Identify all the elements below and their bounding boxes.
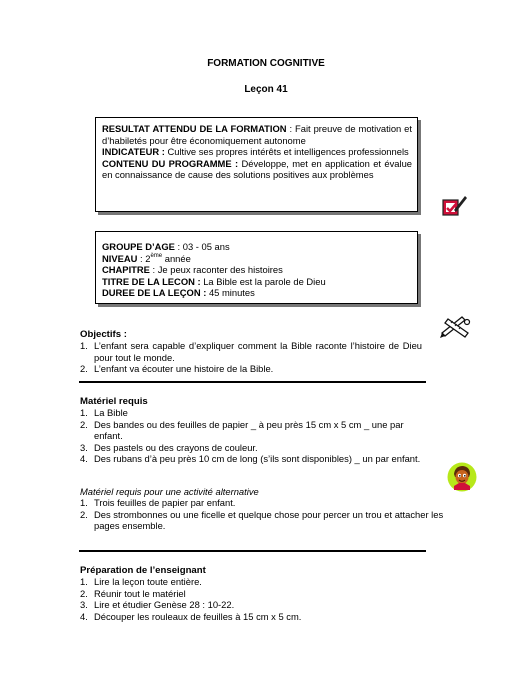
preparation-section	[80, 565, 430, 622]
resultat-line	[102, 123, 412, 146]
list-item	[80, 588, 430, 600]
groupe-line	[102, 241, 412, 253]
list-text: Des bandes ou des feuilles de papier _ à peu près 15 cm x 5 cm _ une par enfant.	[94, 418, 404, 442]
chapitre-text: : Je peux raconter des histoires	[149, 264, 283, 275]
pencil-ruler-icon	[440, 313, 472, 339]
list-item	[80, 509, 446, 532]
lesson-number: Leçon 41	[244, 84, 288, 95]
list-number: 1.	[80, 497, 88, 508]
list-text: Des rubans d’à peu près 10 cm de long (s’ils sont disponibles) _ un par enfant.	[94, 453, 421, 465]
materiel-section	[80, 396, 430, 465]
list-text: L’enfant sera capable d’expliquer comment la Bible raconte l’histoire de Dieu pour tout le monde.	[94, 340, 422, 363]
list-number: 4.	[80, 610, 88, 622]
niveau-label: NIVEAU	[102, 252, 138, 264]
alt-materiel-title: Matériel requis pour une activité alternative	[80, 486, 259, 497]
list-number: 2.	[80, 418, 88, 430]
niveau-line	[102, 253, 412, 265]
list-item	[80, 442, 430, 454]
list-number: 1.	[80, 576, 88, 587]
materiel-list	[80, 407, 430, 465]
list-text: Des strombonnes ou une ficelle et quelque chose pour percer un trou et attacher les pages ensemble.	[94, 508, 444, 532]
resultat-label: RESULTAT ATTENDU DE LA FORMATION	[102, 123, 287, 134]
list-text: Lire et étudier Genèse 28 : 10-22.	[94, 599, 235, 611]
list-item	[80, 340, 422, 363]
contenu-label: CONTENU DU PROGRAMME :	[102, 157, 239, 169]
list-item	[80, 419, 430, 442]
list-text: L’enfant va écouter une histoire de la Bible.	[94, 363, 274, 375]
contenu-text: Développe, met en application et évalue en connaissance de cause des solutions positives aux problèmes	[102, 157, 412, 180]
lesson-info-box	[95, 231, 418, 304]
list-text: Réunir tout le matériel	[94, 587, 186, 599]
alt-materiel-list	[80, 497, 446, 532]
list-number: 3.	[80, 441, 88, 453]
formation-box	[95, 117, 418, 212]
list-number: 2.	[80, 508, 88, 520]
materiel-title: Matériel requis	[80, 396, 148, 407]
list-number: 1.	[80, 340, 88, 351]
groupe-label: GROUPE D’AGE	[102, 241, 175, 252]
section-divider	[79, 381, 426, 383]
titre-line	[102, 276, 412, 288]
list-text: Découper les rouleaux de feuilles à 15 cm x 5 cm.	[94, 610, 302, 622]
duree-label: DUREE DE LA LEÇON :	[102, 287, 207, 298]
list-text: Lire la leçon toute entière.	[94, 576, 202, 587]
titre-text: La Bible est la parole de Dieu	[200, 275, 326, 287]
niveau-sup: ème	[150, 252, 163, 259]
objectifs-list	[80, 340, 422, 375]
list-text: La Bible	[94, 407, 128, 418]
indicateur-text: Cultive ses propres intérêts et intelligences professionnels	[164, 146, 409, 157]
section-divider	[79, 550, 426, 552]
list-item	[80, 497, 446, 509]
duree-line	[102, 287, 412, 299]
list-item	[80, 407, 430, 419]
list-item	[80, 363, 422, 375]
titre-label: TITRE DE LA LECON :	[102, 275, 201, 287]
contenu-line	[102, 158, 412, 181]
list-number: 2.	[80, 363, 88, 375]
niveau-text-pre: : 2	[137, 252, 151, 264]
list-number: 4.	[80, 453, 88, 465]
list-item	[80, 576, 430, 588]
checkbox-pen-icon	[441, 193, 469, 219]
groupe-text: : 03 - 05 ans	[174, 241, 230, 252]
indicateur-line	[102, 146, 412, 158]
chapitre-line	[102, 264, 412, 276]
child-face-icon	[447, 462, 477, 492]
indicateur-label: INDICATEUR :	[102, 146, 165, 157]
niveau-text-post: année	[162, 252, 191, 264]
list-item	[80, 611, 430, 623]
preparation-title: Préparation de l’enseignant	[80, 565, 206, 576]
list-item	[80, 599, 430, 611]
chapitre-label: CHAPITRE	[102, 264, 150, 275]
document-title: FORMATION COGNITIVE	[207, 58, 325, 69]
list-number: 2.	[80, 587, 88, 599]
objectifs-title: Objectifs :	[80, 329, 127, 340]
list-text: Des pastels ou des crayons de couleur.	[94, 441, 258, 453]
alt-materiel-section	[80, 486, 446, 532]
list-item	[80, 453, 430, 465]
list-number: 3.	[80, 599, 88, 611]
list-number: 1.	[80, 407, 88, 418]
list-text: Trois feuilles de papier par enfant.	[94, 497, 236, 508]
duree-text: 45 minutes	[206, 287, 255, 298]
objectifs-section	[80, 329, 422, 375]
preparation-list	[80, 576, 430, 622]
resultat-text: : Fait preuve de motivation et d’habiletés pour être économiquement autonome	[102, 123, 412, 146]
